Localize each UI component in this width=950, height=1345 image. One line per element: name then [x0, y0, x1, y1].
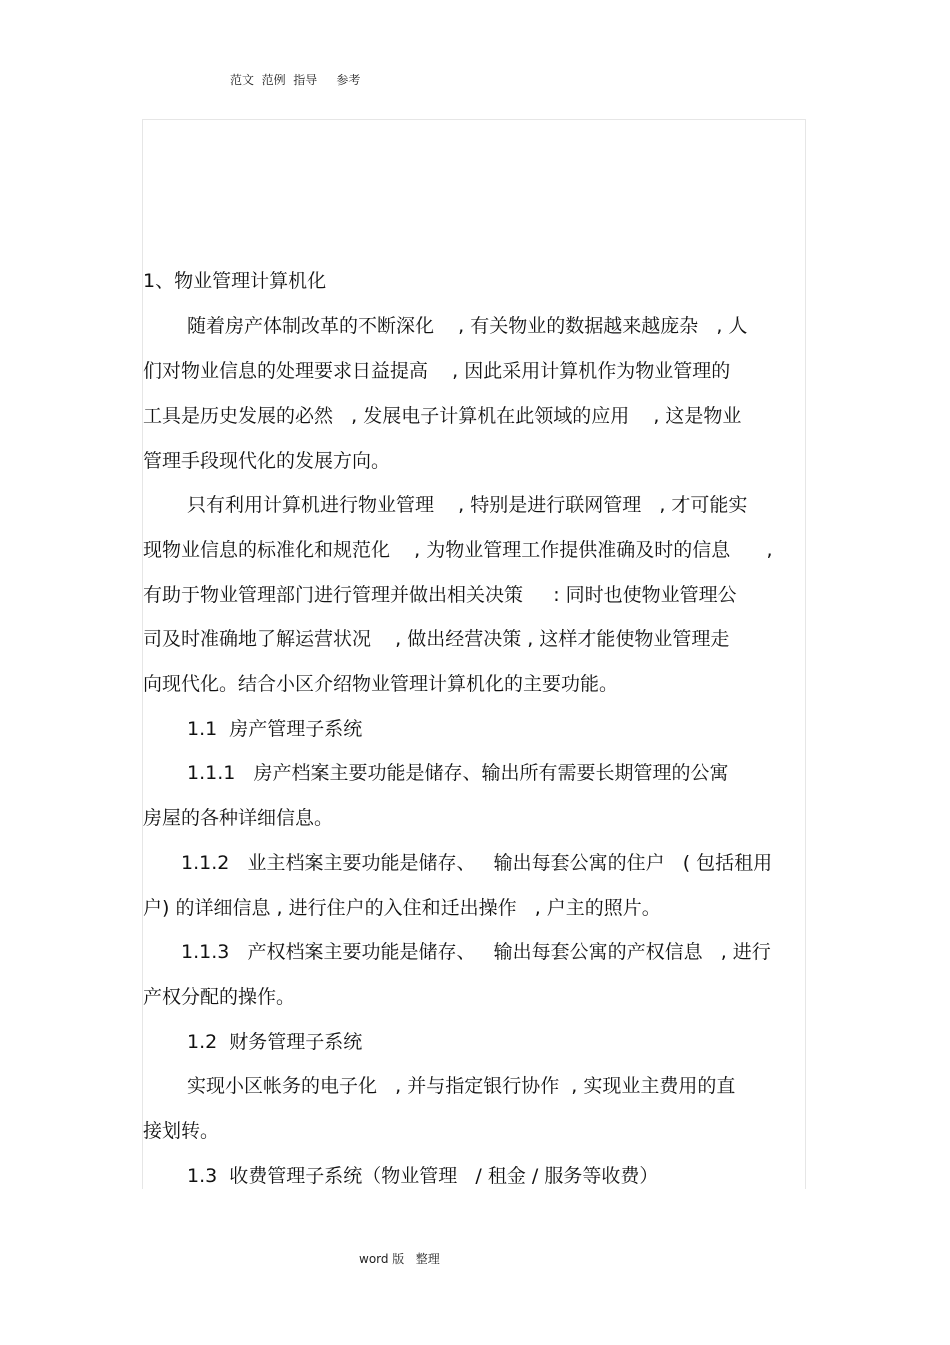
paragraph-line: 户) 的详细信息 , 进行住户的入住和迁出操作 , 户主的照片。	[143, 897, 661, 919]
paragraph-line: 房屋的各种详细信息。	[143, 807, 334, 829]
page-footer: word 版 整理	[359, 1252, 440, 1266]
paragraph-line: 随着房产体制改革的不断深化 , 有关物业的数据越来越庞杂 , 人	[187, 315, 748, 337]
paragraph-line: 向现代化。结合小区介绍物业管理计算机化的主要功能。	[143, 673, 619, 695]
section-heading: 1、物业管理计算机化	[143, 270, 327, 292]
paragraph-line: 实现小区帐务的电子化 , 并与指定银行协作 , 实现业主费用的直	[187, 1075, 736, 1097]
paragraph-line: 1.1.3 产权档案主要功能是储存、 输出每套公寓的产权信息 , 进行	[181, 941, 771, 963]
paragraph-line: 有助于物业管理部门进行管理并做出相关决策 : 同时也使物业管理公	[143, 584, 737, 606]
paragraph-line: 现物业信息的标准化和规范化 , 为物业管理工作提供准确及时的信息 ,	[143, 539, 773, 561]
subsection-heading: 1.2 财务管理子系统	[187, 1031, 363, 1053]
paragraph-line: 只有利用计算机进行物业管理 , 特别是进行联网管理 , 才可能实	[187, 494, 748, 516]
paragraph-line: 工具是历史发展的必然 , 发展电子计算机在此领域的应用 , 这是物业	[143, 405, 742, 427]
page-header: 范文 范例 指导 参考	[230, 73, 361, 87]
paragraph-line: 们对物业信息的处理要求日益提高 , 因此采用计算机作为物业管理的	[143, 360, 731, 382]
subsection-heading: 1.3 收费管理子系统（物业管理 / 租金 / 服务等收费）	[187, 1165, 659, 1187]
paragraph-line: 1.1.1 房产档案主要功能是储存、输出所有需要长期管理的公寓	[187, 762, 729, 784]
paragraph-line: 1.1.2 业主档案主要功能是储存、 输出每套公寓的住户 ( 包括租用	[181, 852, 773, 874]
paragraph-line: 产权分配的操作。	[143, 986, 296, 1008]
paragraph-line: 管理手段现代化的发展方向。	[143, 450, 391, 472]
paragraph-line: 接划转。	[143, 1120, 220, 1142]
subsection-heading: 1.1 房产管理子系统	[187, 718, 363, 740]
paragraph-line: 司及时准确地了解运营状况 , 做出经营决策 , 这样才能使物业管理走	[143, 628, 730, 650]
